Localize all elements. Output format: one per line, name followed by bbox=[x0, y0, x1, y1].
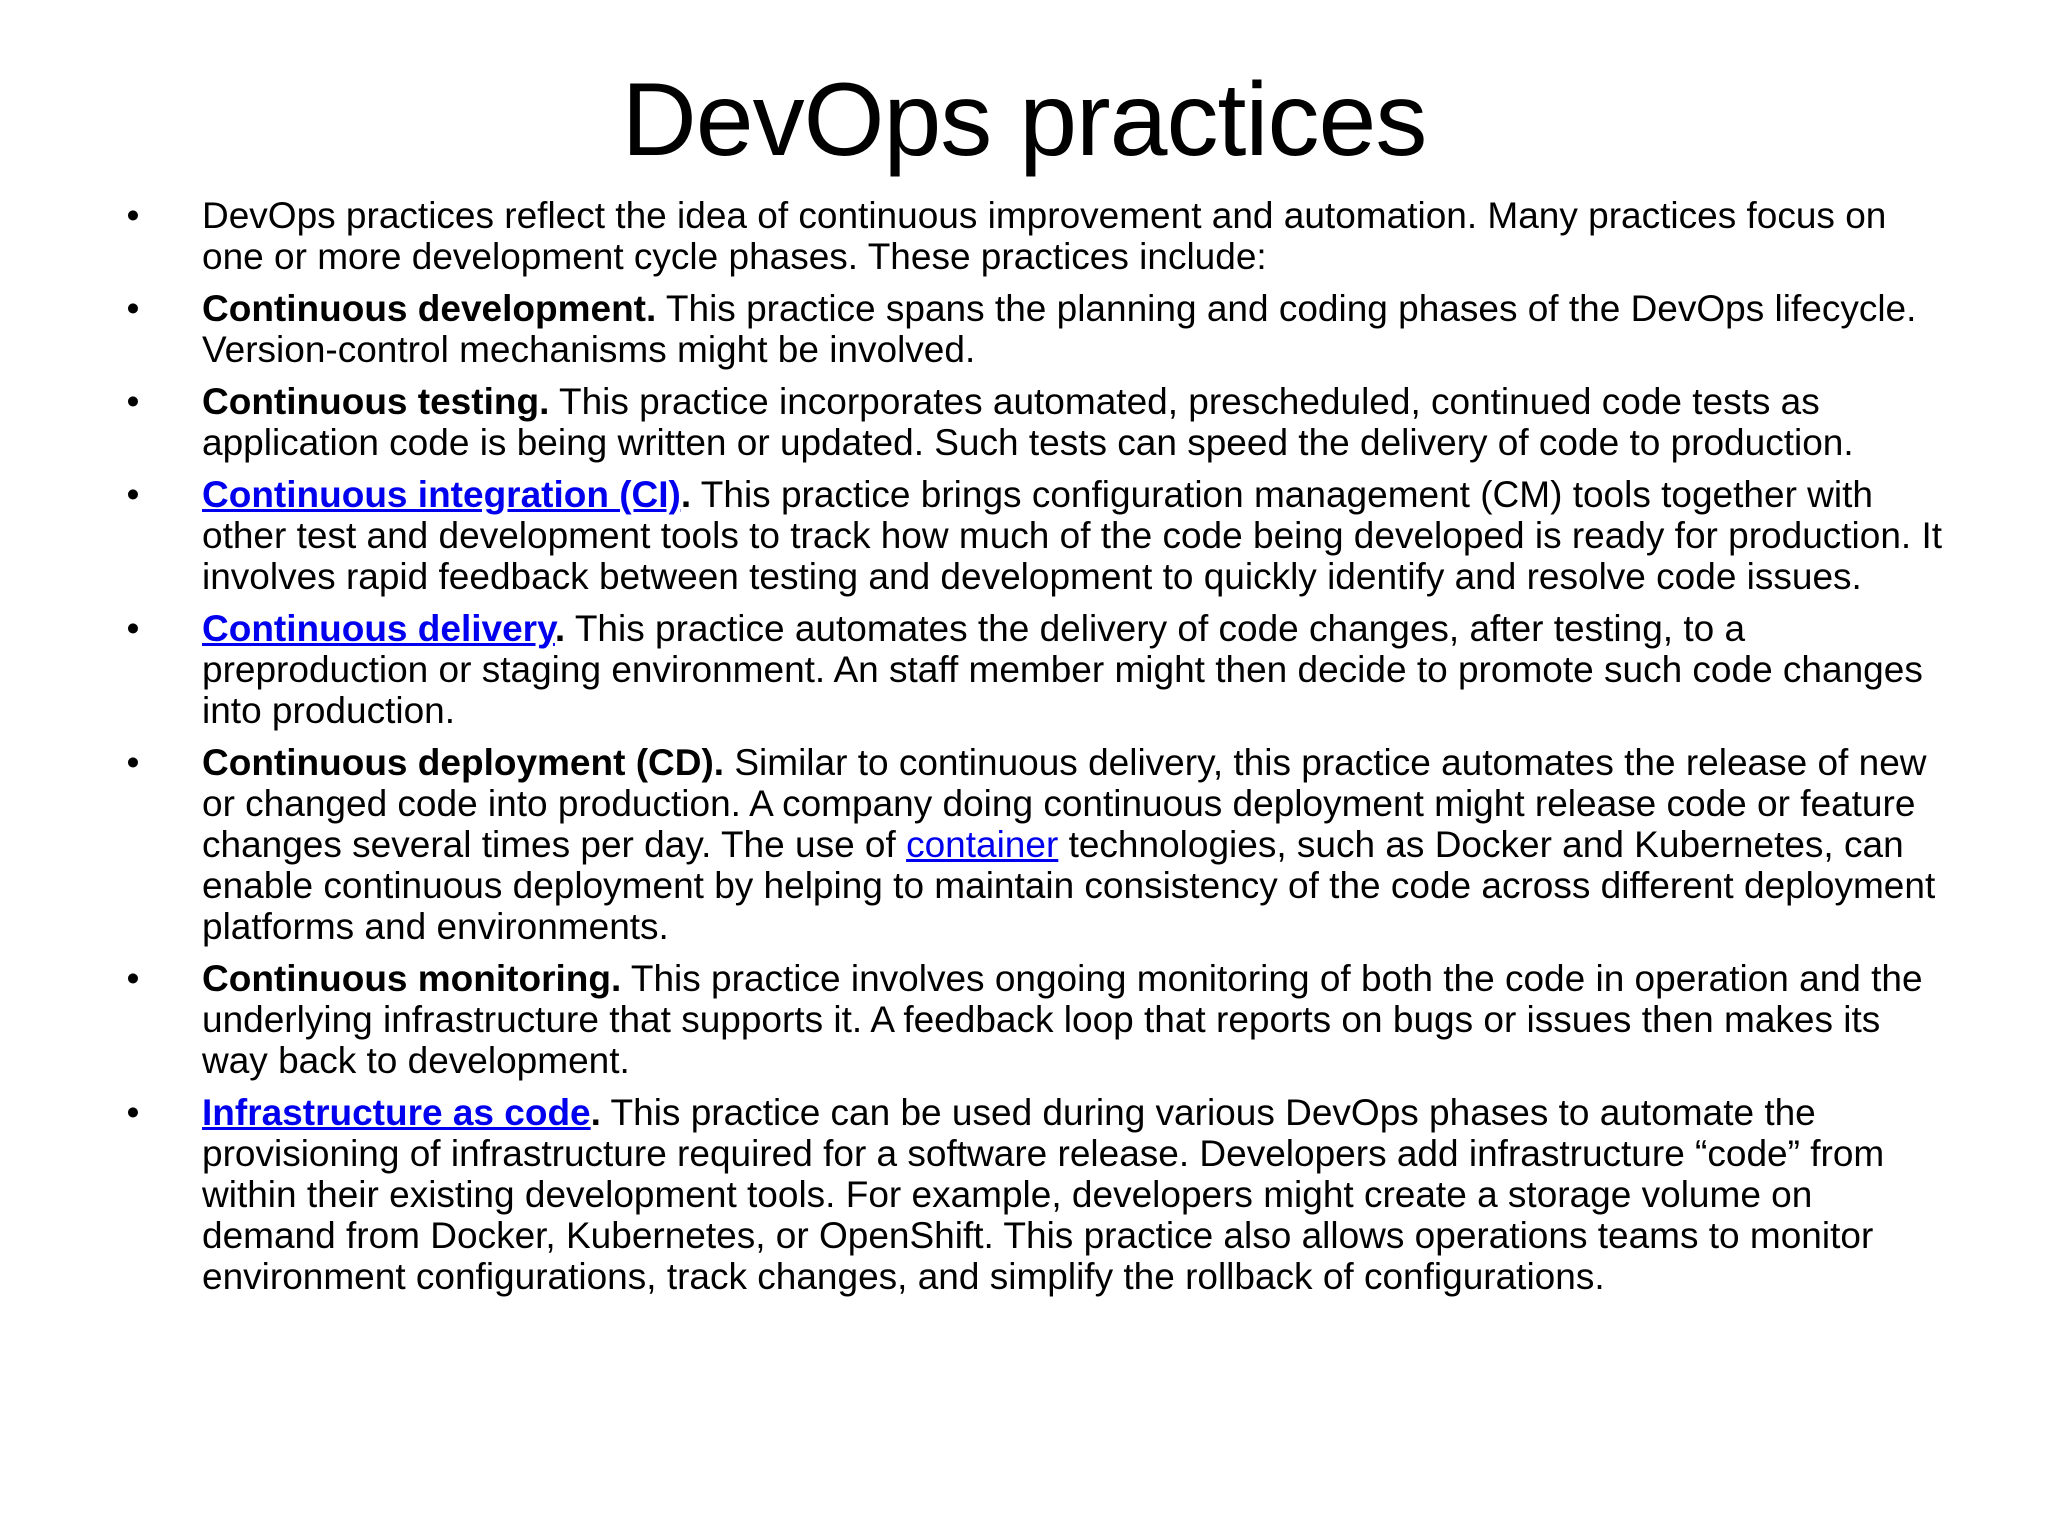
bullet-icon: • bbox=[126, 958, 140, 999]
bullet-text: technologies, such as Docker and Kubernetes, can enable continuous deployment by helping to maintain consistency of the code across different deployment platforms and environments. bbox=[202, 824, 1936, 947]
bullet-item-continuous-integration bbox=[118, 474, 1948, 597]
bullet-term: Continuous deployment (CD). bbox=[202, 742, 725, 783]
bullet-text: This practice involves ongoing monitoring of both the code in operation and the underlying infrastructure that supports it. A feedback loop that reports on bugs or issues then makes its way back to development. bbox=[202, 958, 1923, 1081]
bullet-text: This practice automates the delivery of code changes, after testing, to a preproduction or staging environment. An staff member might then decide to promote such code changes into production. bbox=[202, 608, 1923, 731]
bullet-text: This practice spans the planning and coding phases of the DevOps lifecycle. Version-control mechanisms might be involved. bbox=[202, 288, 1917, 370]
term-punctuation: . bbox=[554, 608, 566, 649]
bullet-icon: • bbox=[126, 288, 140, 329]
bullet-text: This practice incorporates automated, prescheduled, continued code tests as application code is being written or updated. Such tests can speed the delivery of code to production. bbox=[202, 381, 1854, 463]
term-punctuation: . bbox=[590, 1092, 601, 1133]
bullet-icon: • bbox=[126, 474, 140, 515]
bullet-icon: • bbox=[126, 195, 140, 236]
bullet-icon: • bbox=[126, 608, 140, 649]
infrastructure-as-code-link[interactable]: Infrastructure as code bbox=[202, 1092, 591, 1133]
bullet-text: This practice brings configuration management (CM) tools together with other test and development tools to track how much of the code being developed is ready for production. It involves rapid feedback between testing and development to quickly identify and resolve code issues. bbox=[202, 474, 1943, 597]
bullet-item-infrastructure-as-code bbox=[118, 1092, 1948, 1297]
bullet-icon: • bbox=[126, 1092, 140, 1133]
bullet-term: Continuous testing. bbox=[202, 381, 550, 422]
term-punctuation: . bbox=[680, 474, 692, 515]
bullet-item-continuous-deployment bbox=[118, 742, 1948, 947]
slide-title: DevOps practices bbox=[621, 62, 1427, 178]
bullet-icon: • bbox=[126, 381, 140, 422]
bullet-term: Continuous development. bbox=[202, 288, 657, 329]
bullet-item-intro bbox=[118, 195, 1948, 277]
bullet-item-continuous-development bbox=[118, 288, 1948, 370]
container-link[interactable]: container bbox=[906, 824, 1059, 865]
bullet-item-continuous-testing bbox=[118, 381, 1948, 463]
bullet-list bbox=[118, 195, 1948, 1308]
bullet-text: Similar to continuous delivery, this practice automates the release of new or changed code into production. A company doing continuous deployment might release code or feature changes several times per day. The use of bbox=[202, 742, 1927, 865]
continuous-delivery-link[interactable]: Continuous delivery bbox=[202, 608, 555, 649]
bullet-icon: • bbox=[126, 742, 140, 783]
bullet-text: DevOps practices reflect the idea of continuous improvement and automation. Many practices focus on one or more development cycle phases. These practices include: bbox=[202, 195, 1887, 277]
bullet-text: This practice can be used during various DevOps phases to automate the provisioning of infrastructure required for a software release. Developers add infrastructure “code” from within their existing development tools. For example, developers might create a storage volume on demand from Docker, Kubernetes, or OpenShift. This practice also allows operations teams to monitor environment configurations, track changes, and simplify the rollback of configurations. bbox=[202, 1092, 1885, 1297]
bullet-item-continuous-monitoring bbox=[118, 958, 1948, 1081]
continuous-integration-link[interactable]: Continuous integration (CI) bbox=[202, 474, 681, 515]
bullet-term: Continuous monitoring. bbox=[202, 958, 622, 999]
bullet-item-continuous-delivery bbox=[118, 608, 1948, 731]
